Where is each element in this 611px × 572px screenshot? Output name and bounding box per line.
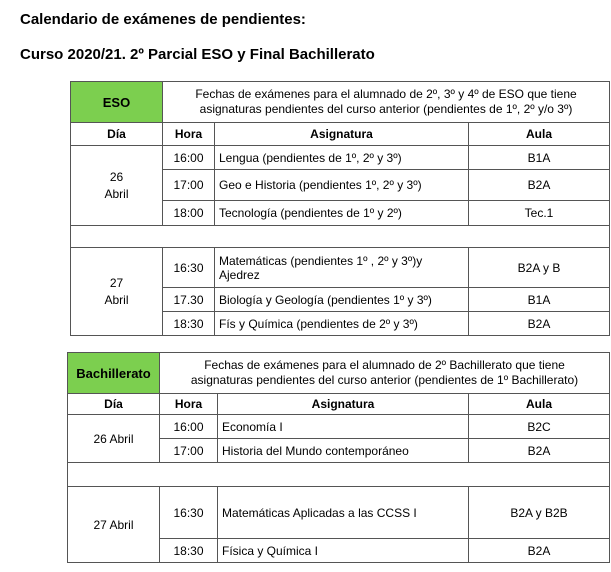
hora-cell: 16:00 — [160, 415, 218, 439]
table-row — [68, 487, 610, 539]
eso-day-26 — [71, 146, 163, 226]
aula-cell: B2A — [469, 312, 610, 336]
spacer-row — [68, 463, 610, 487]
eso-note-line1: Fechas de exámenes para el alumnado de 2º, 3º y 4º de ESO que tiene — [195, 87, 577, 101]
asignatura-cell: Matemáticas Aplicadas a las CCSS I — [218, 487, 469, 539]
course-title: Curso 2020/21. 2º Parcial ESO y Final Bachillerato — [20, 46, 375, 63]
eso-col-dia: Día — [71, 123, 163, 146]
asignatura-cell: Biología y Geología (pendientes 1º y 3º) — [215, 288, 469, 312]
hora-cell: 17:00 — [163, 170, 215, 201]
day-month: Abril — [104, 292, 129, 307]
bach-day-26: 26 Abril — [68, 415, 160, 463]
hora-cell: 17.30 — [163, 288, 215, 312]
spacer-cell — [71, 226, 610, 248]
asignatura-cell: Geo e Historia (pendientes 1º, 2º y 3º) — [215, 170, 469, 201]
hora-cell: 18:30 — [160, 539, 218, 563]
day-number: 27 — [109, 275, 124, 290]
aula-cell: B2A — [469, 539, 610, 563]
asignatura-cell — [215, 248, 469, 288]
day-number: 26 — [109, 169, 124, 184]
eso-col-aula: Aula — [469, 123, 610, 146]
hora-cell: 17:00 — [160, 439, 218, 463]
bach-note-line2: asignaturas pendientes del curso anterior (pendientes de 1º Bachillerato) — [190, 373, 579, 387]
spacer-cell — [68, 463, 610, 487]
aula-cell: B2A — [469, 170, 610, 201]
bach-col-asignatura: Asignatura — [218, 394, 469, 415]
bach-note — [160, 353, 610, 394]
hora-cell: 18:30 — [163, 312, 215, 336]
table-row — [68, 415, 610, 439]
eso-note — [163, 82, 610, 123]
eso-day-27 — [71, 248, 163, 336]
aula-cell: Tec.1 — [469, 201, 610, 226]
page-heading: Calendario de exámenes de pendientes: — [20, 11, 306, 28]
bachillerato-label: Bachillerato — [68, 353, 160, 394]
table-row — [71, 248, 610, 288]
bachillerato-table — [67, 352, 610, 563]
asignatura-cell: Historia del Mundo contemporáneo — [218, 439, 469, 463]
eso-col-hora: Hora — [163, 123, 215, 146]
aula-cell: B1A — [469, 146, 610, 170]
hora-cell: 18:00 — [163, 201, 215, 226]
eso-label: ESO — [71, 82, 163, 123]
eso-col-asignatura: Asignatura — [215, 123, 469, 146]
asignatura-cell: Fís y Química (pendientes de 2º y 3º) — [215, 312, 469, 336]
hora-cell: 16:00 — [163, 146, 215, 170]
hora-cell: 16:30 — [160, 487, 218, 539]
bach-note-line1: Fechas de exámenes para el alumnado de 2º Bachillerato que tiene — [204, 358, 565, 372]
bach-col-aula: Aula — [469, 394, 610, 415]
aula-cell: B2A — [469, 439, 610, 463]
asignatura-line2: Ajedrez — [219, 267, 260, 282]
bach-col-hora: Hora — [160, 394, 218, 415]
aula-cell: B2C — [469, 415, 610, 439]
hora-cell: 16:30 — [163, 248, 215, 288]
asignatura-cell: Tecnología (pendientes de 1º y 2º) — [215, 201, 469, 226]
eso-note-line2: asignaturas pendientes del curso anterior (pendientes de 1º, 2º y/o 3º) — [199, 102, 573, 116]
aula-cell: B2A y B2B — [469, 487, 610, 539]
aula-cell: B1A — [469, 288, 610, 312]
eso-table — [70, 81, 610, 336]
asignatura-cell: Economía I — [218, 415, 469, 439]
bach-col-dia: Día — [68, 394, 160, 415]
asignatura-line1: Matemáticas (pendientes 1º , 2º y 3º)y — [219, 253, 423, 268]
asignatura-cell: Lengua (pendientes de 1º, 2º y 3º) — [215, 146, 469, 170]
bach-day-27: 27 Abril — [68, 487, 160, 563]
day-month: Abril — [104, 186, 129, 201]
aula-cell: B2A y B — [469, 248, 610, 288]
asignatura-cell: Física y Química I — [218, 539, 469, 563]
spacer-row — [71, 226, 610, 248]
table-row — [71, 146, 610, 170]
